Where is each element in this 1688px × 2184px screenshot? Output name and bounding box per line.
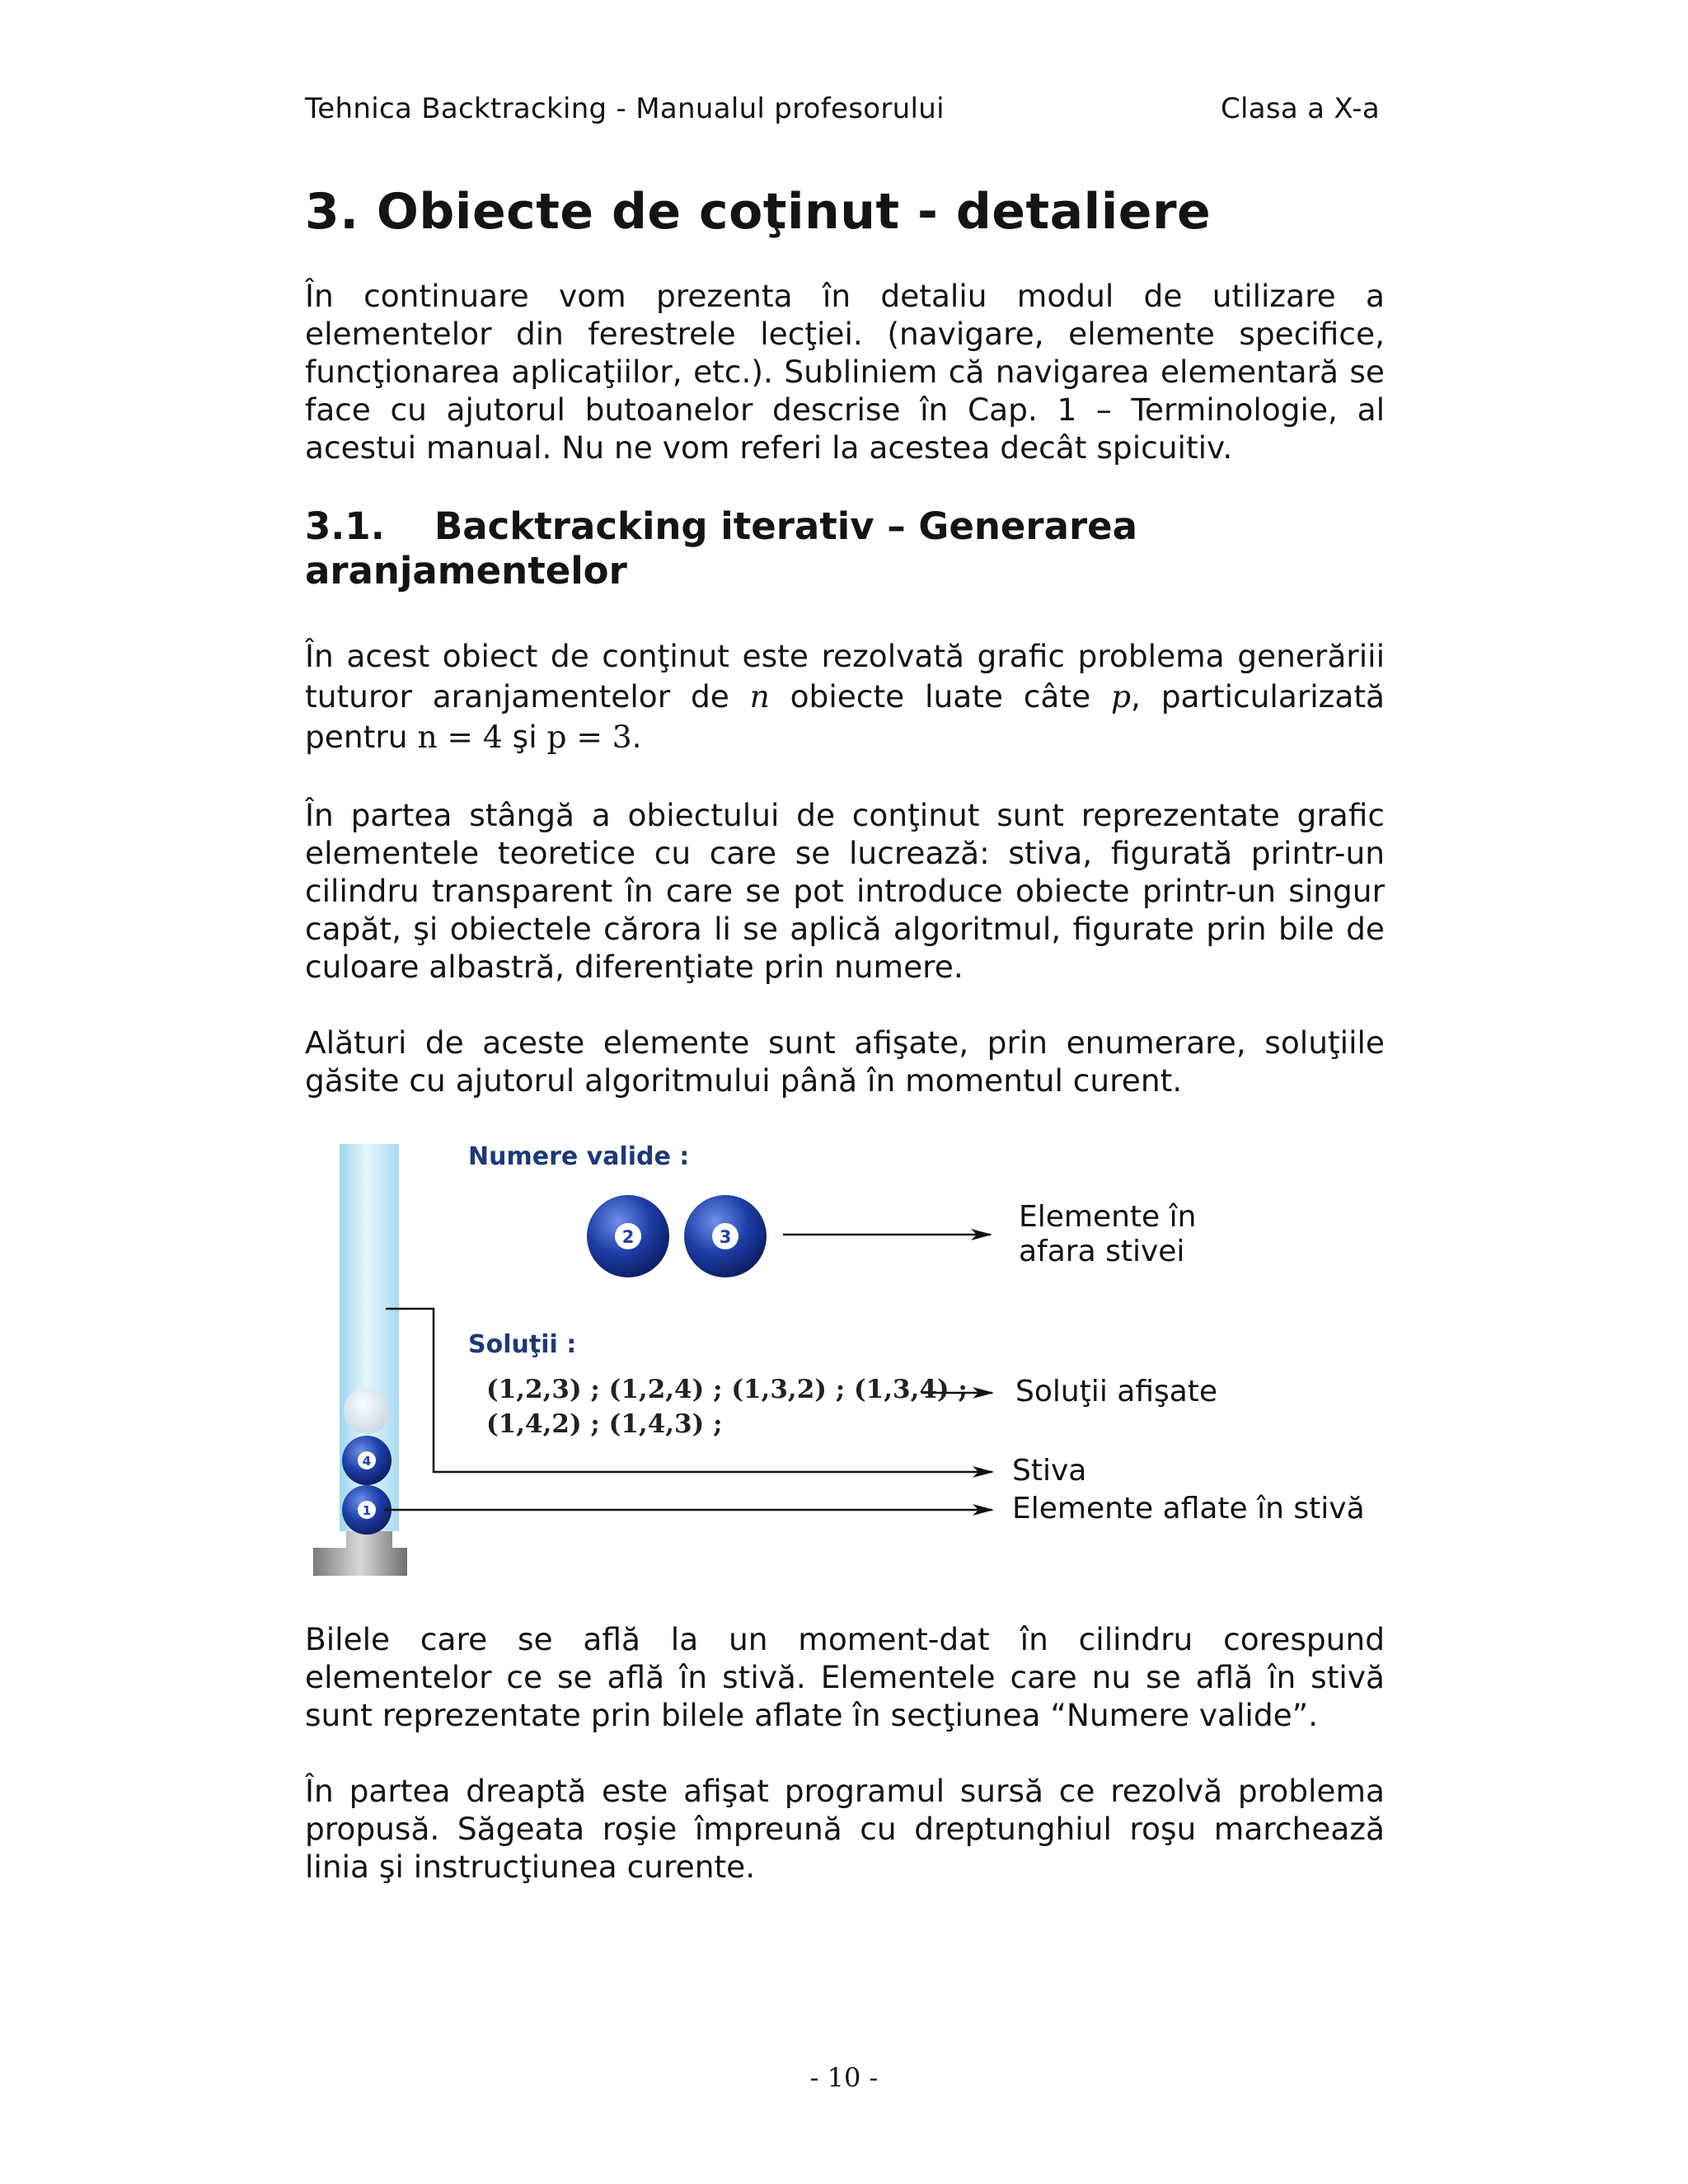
paragraph-1-text: [305, 636, 1385, 757]
stack-ball-label: 1: [362, 1503, 372, 1518]
p1-part: şi: [502, 719, 547, 755]
intro-text: În continuare vom prezenta în detaliu modul de utilizare a elementelor din ferestrele lecţiei. (navigare, elemente specifice, funcţionarea aplicaţiilor, etc.). Subliniem că navigarea elementară se face cu ajutorul butoanelor descrise în Cap. 1 – Terminologie, al acestui manual. Nu ne vom referi la acestea decât spicuitiv.: [305, 278, 1385, 466]
paragraph-5: [305, 1772, 1385, 1886]
solutions-line-2: (1,4,2) ; (1,4,3) ;: [486, 1409, 723, 1439]
label-stack: Stiva: [1012, 1454, 1087, 1488]
valid-ball-label: 2: [621, 1227, 635, 1247]
math-eq-p: p = 3: [546, 719, 632, 755]
paragraph-3-text: Alături de aceste elemente sunt afişate, prin enumerare, soluţiile găsite cu ajutorul algoritmului până în momentul curent.: [305, 1024, 1385, 1099]
page-number: - 10 -: [809, 2062, 879, 2093]
solutions-line-1: (1,2,3) ; (1,2,4) ; (1,3,2) ; (1,3,4) ;: [486, 1375, 968, 1404]
label-outside-line-1: Elemente în: [1019, 1200, 1197, 1234]
math-p: p: [1110, 678, 1131, 715]
solutions-title: Soluţii :: [468, 1330, 577, 1359]
label-in-stack: Elemente aflate în stivă: [1012, 1492, 1365, 1526]
stack-base: [313, 1531, 407, 1576]
running-header-right: Clasa a X-a: [1220, 92, 1380, 125]
p1-part: .: [631, 719, 642, 755]
stack-ghost-ball: [344, 1388, 390, 1434]
label-outside-line-2: afara stivei: [1019, 1235, 1185, 1268]
paragraph-2: [305, 796, 1385, 986]
math-eq-n: n = 4: [417, 719, 503, 755]
paragraph-3: [305, 1024, 1385, 1099]
math-n: n: [749, 678, 770, 715]
p1-part: , particularizată pentru: [305, 678, 1385, 755]
valid-numbers-title: Numere valide :: [468, 1142, 690, 1171]
section-number: 3.1.: [305, 504, 385, 548]
paragraph-4: [305, 1620, 1385, 1734]
page-title: 3. Obiecte de coţinut - detaliere: [305, 183, 1212, 241]
paragraph-5-text: În partea dreaptă este afişat programul sursă ce rezolvă problema propusă. Săgeata roşie împreună cu dreptunghiul roşu marchează linia şi instrucţiunea curente.: [305, 1773, 1385, 1885]
p1-part: În acest obiect de conţinut este rezolvată grafic problema generăriii tuturor aranjamentelor de: [305, 638, 1385, 715]
label-solutions: Soluţii afişate: [1015, 1375, 1218, 1408]
paragraph-2-text: În partea stângă a obiectului de conţinut sunt reprezentate grafic elementele teoretice cu care se lucrează: stiva, figurată printr-un cilindru transparent în care se pot introduce obiecte printr-un singur capăt, şi obiectele cărora li se aplică algoritmul, figurate prin bile de culoare albastră, diferenţiate prin numere.: [305, 797, 1385, 985]
stack-figure: [305, 1139, 1393, 1584]
paragraph-1: [305, 636, 1385, 757]
p1-part: obiecte luate câte: [769, 678, 1111, 715]
valid-ball-label: 3: [719, 1227, 732, 1247]
running-header-left: Tehnica Backtracking - Manualul profesorului: [305, 92, 945, 125]
paragraph-4-text: Bilele care se află la un moment-dat în cilindru corespund elementelor ce se află în stivă. Elementele care nu se află în stivă sunt reprezentate prin bilele aflate în secţiunea “Numere valide”.: [305, 1621, 1385, 1733]
section-heading: [305, 504, 1385, 593]
intro-paragraph: [305, 277, 1385, 466]
section-title: Backtracking iterativ – Generarea aranjamentelor: [305, 504, 1138, 593]
label-outside-stack: [1019, 1200, 1196, 1269]
stack-ball-label: 4: [362, 1454, 372, 1469]
